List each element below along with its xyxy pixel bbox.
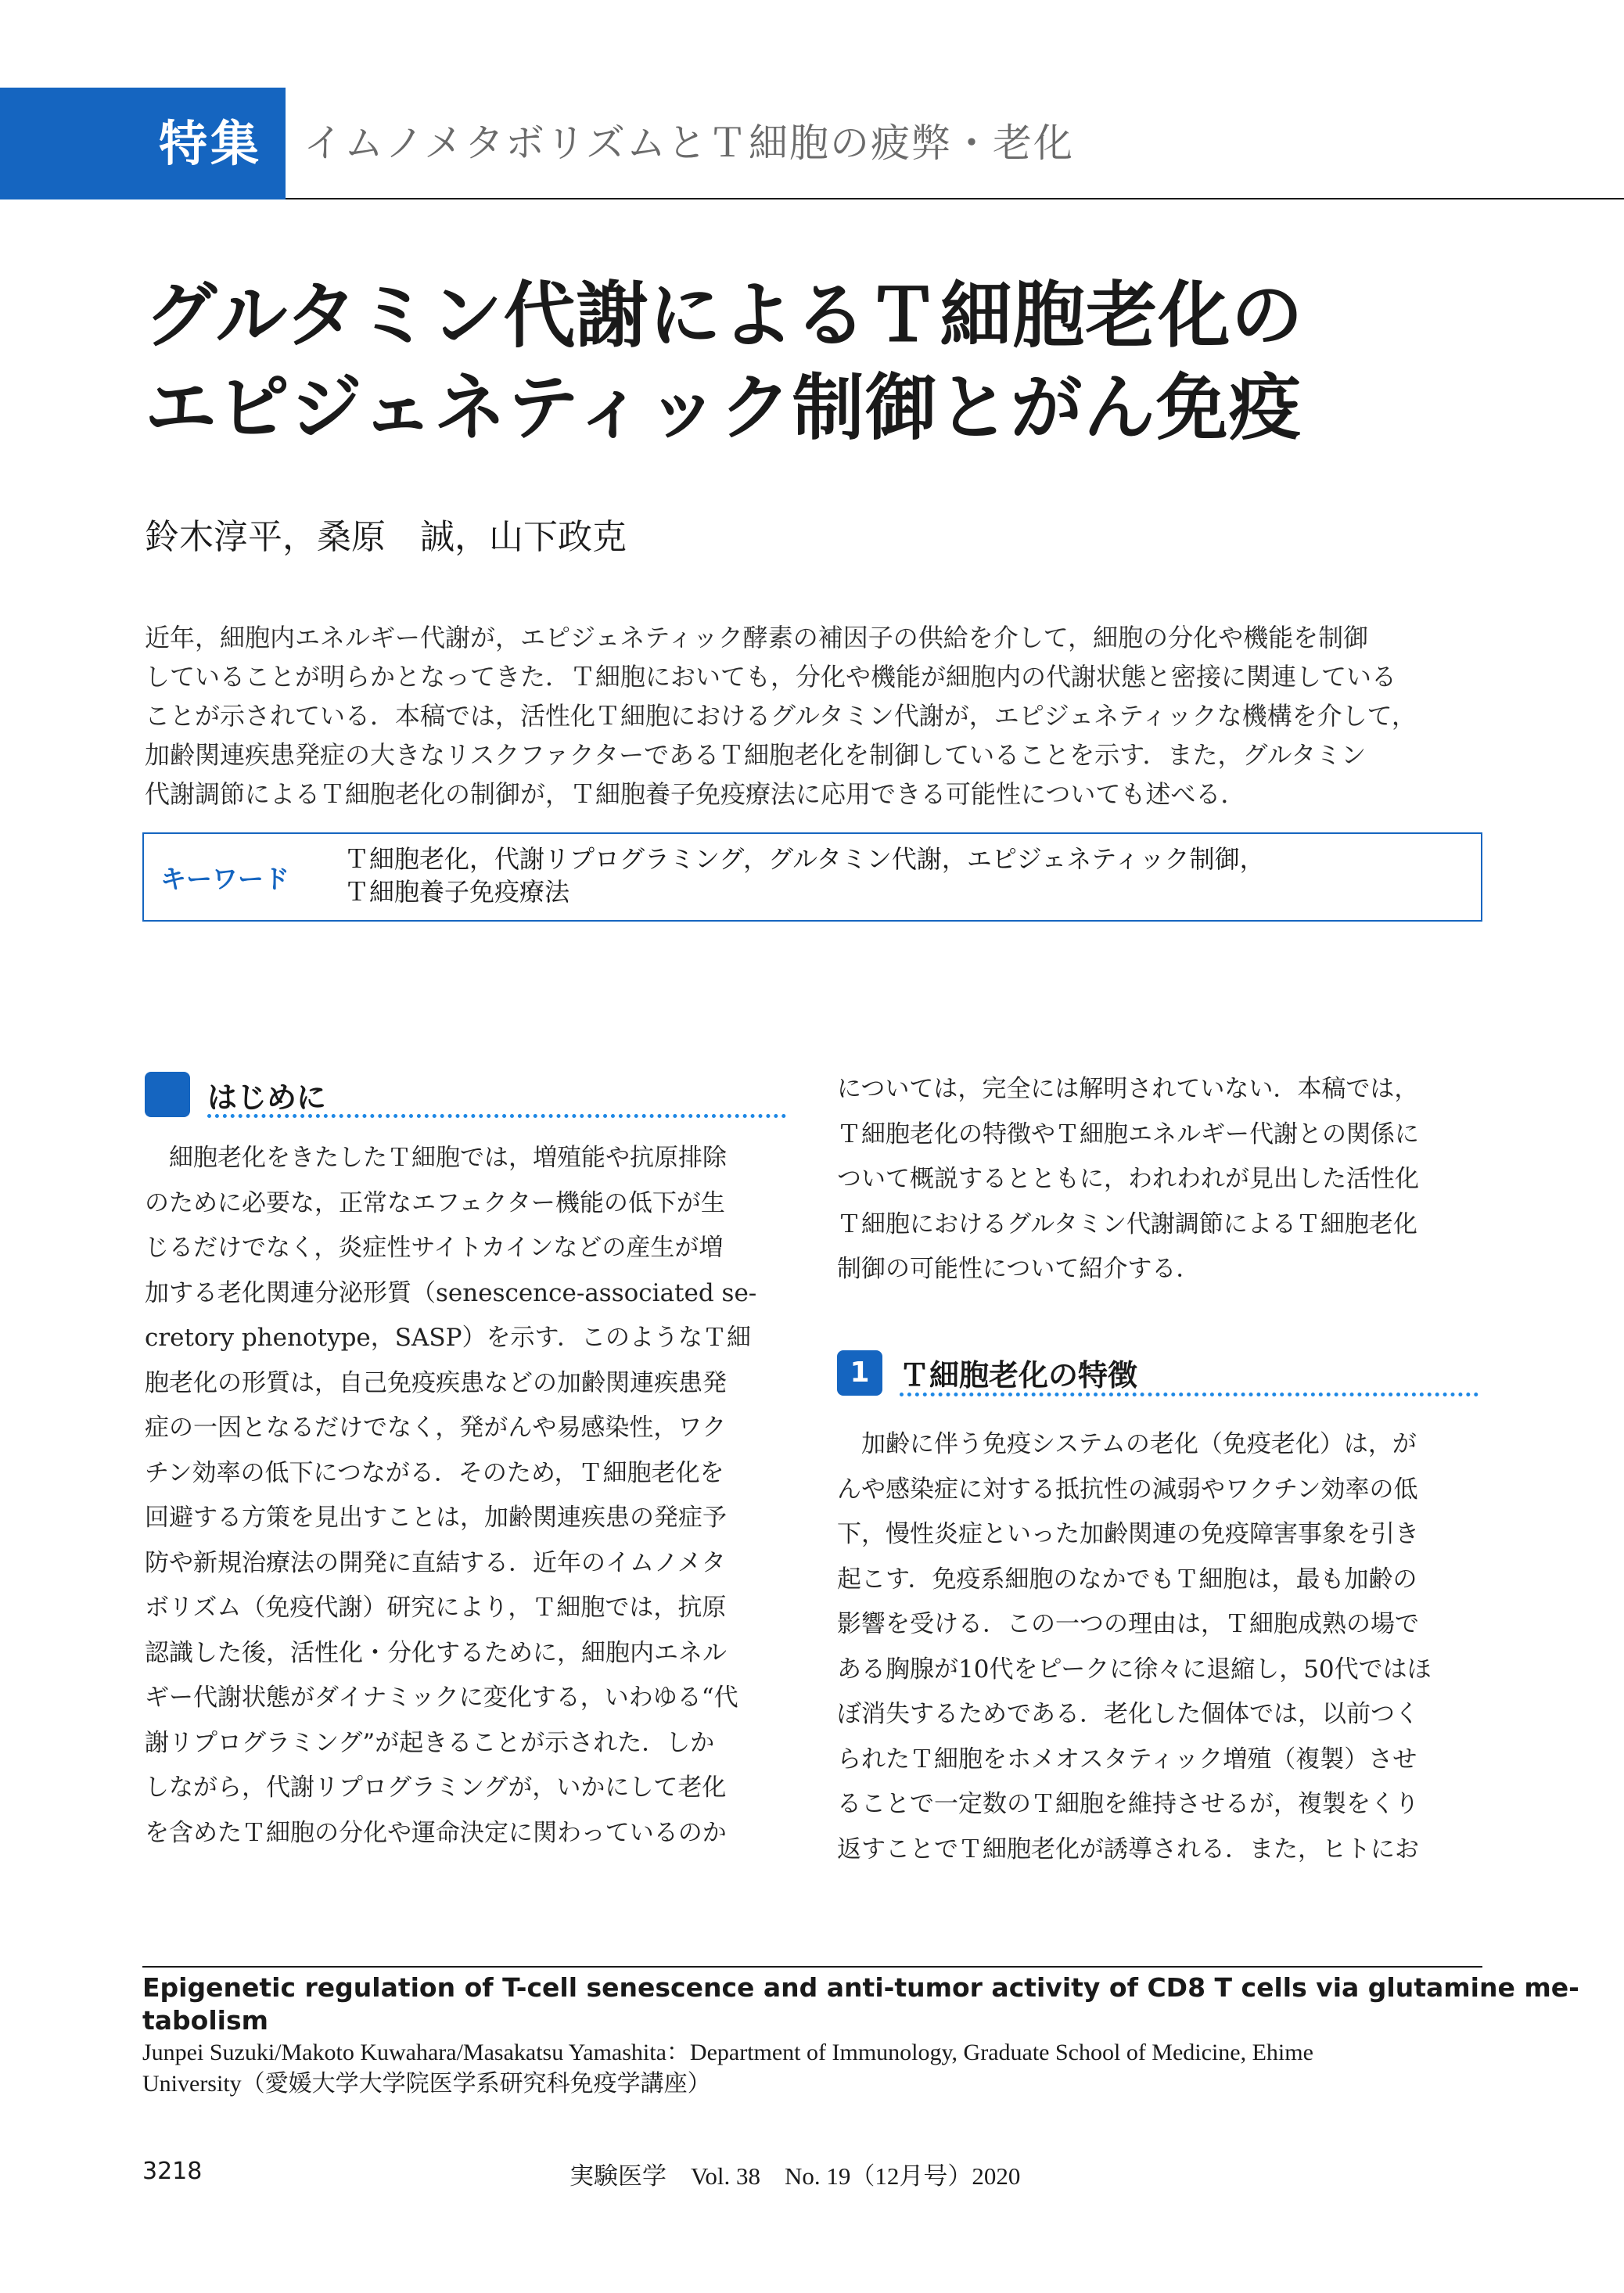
- abstract-line: 近年，細胞内エネルギー代謝が，エピジェネティック酵素の補因子の供給を介して，細胞の分化や機能を制御: [145, 623, 1369, 652]
- text-line: ある胸腺が10代をピークに徐々に退縮し，50代ではほ: [837, 1655, 1432, 1684]
- text-line: 認識した後，活性化・分化するために，細胞内エネル: [145, 1638, 727, 1667]
- text-line: じるだけでなく，炎症性サイトカインなどの産生が増: [145, 1234, 724, 1262]
- article-title: [145, 270, 1498, 455]
- right-column-top-text: [837, 1067, 1486, 1292]
- keyword-line: Ｔ細胞養子免疫療法: [344, 877, 570, 907]
- left-column-text: [145, 1136, 794, 1856]
- text-line: 防や新規治療法の開発に直結する．近年のイムノメタ: [145, 1548, 726, 1577]
- affiliation-line: University（愛媛大学大学院医学系研究科免疫学講座）: [142, 2071, 711, 2097]
- journal-citation: 実験医学 Vol. 38 No. 19（12月号）2020: [569, 2162, 1021, 2190]
- page-number: 3218: [142, 2158, 203, 2185]
- text-line: ギー代謝状態がダイナミックに変化する，いわゆる“代: [145, 1684, 738, 1712]
- text-line: 回避する方策を見出すことは，加齢関連疾患の発症予: [145, 1504, 727, 1532]
- text-line: 返すことでＴ細胞老化が誘導される．また，ヒトにお: [837, 1835, 1419, 1864]
- english-title-line: Epigenetic regulation of T-cell senescence and anti-tumor activity of CD8 T cells via glutamine me-: [142, 1972, 1579, 2003]
- footer-divider: [142, 1966, 1482, 1968]
- text-line: cretory phenotype，SASP）を示す．このようなＴ細: [145, 1324, 752, 1352]
- text-line: んや感染症に対する抵抗性の減弱やワクチン効率の低: [837, 1475, 1418, 1504]
- text-line: のために必要な，正常なエフェクター機能の低下が生: [145, 1188, 725, 1217]
- right-column-section1-text: [837, 1422, 1486, 1872]
- section-dotted-rule: [900, 1393, 1478, 1396]
- text-line: ボリズム（免疫代謝）研究により，Ｔ細胞では，抗原: [145, 1594, 727, 1622]
- text-line: については，完全には解明されていない．本稿では，: [837, 1075, 1419, 1103]
- section-title-1: Ｔ細胞老化の特徴: [900, 1358, 1138, 1393]
- abstract-line: ことが示されている．本稿では，活性化Ｔ細胞におけるグルタミン代謝が，エピジェネティックな機構を介して，: [145, 701, 1417, 731]
- keyword-list: [344, 843, 1265, 908]
- text-line: 加する老化関連分泌形質（senescence-associated se-: [145, 1278, 757, 1307]
- abstract-line: 加齢関連疾患発症の大きなリスクファクターであるＴ細胞老化を制御していることを示す．また，グルタミン: [145, 740, 1367, 770]
- text-line: 加齢に伴う免疫システムの老化（免疫老化）は，が: [837, 1430, 1417, 1458]
- text-line: 細胞老化をきたしたＴ細胞では，増殖能や抗原排除: [145, 1144, 727, 1172]
- section-square-icon: [145, 1072, 190, 1117]
- text-line: チン効率の低下につながる．そのため，Ｔ細胞老化を: [145, 1458, 724, 1487]
- text-line: られたＴ細胞をホメオスタティック増殖（複製）させ: [837, 1745, 1417, 1774]
- section-title-intro: はじめに: [207, 1080, 327, 1115]
- author-affiliation: [142, 2037, 1482, 2100]
- text-line: 制御の可能性について紹介する．: [837, 1255, 1201, 1283]
- authors: 鈴木淳平，桑原 誠，山下政克: [145, 517, 627, 557]
- english-title-line: tabolism: [142, 2005, 268, 2036]
- keyword-label: キーワード: [160, 864, 289, 894]
- title-line: グルタミン代謝によるＴ細胞老化の: [145, 274, 1304, 358]
- section-dotted-rule: [207, 1114, 786, 1118]
- text-line: しながら，代謝リプログラミングが，いかにして老化: [145, 1774, 727, 1802]
- text-line: 謝リプログラミング”が起きることが示された．しか: [145, 1728, 715, 1757]
- affiliation-line: Junpei Suzuki/Makoto Kuwahara/Masakatsu Yamashita：Department of Immunology, Graduate School of Medicine, Ehime: [142, 2040, 1313, 2065]
- keyword-line: Ｔ細胞老化，代謝リプログラミング，グルタミン代謝，エピジェネティック制御，: [344, 844, 1265, 874]
- section-number-badge: 1: [837, 1350, 882, 1396]
- text-line: 影響を受ける．この一つの理由は，Ｔ細胞成熟の場で: [837, 1610, 1419, 1638]
- text-line: 胞老化の形質は，自己免疫疾患などの加齢関連疾患発: [145, 1368, 727, 1397]
- abstract: [145, 618, 1482, 814]
- english-title: [142, 1971, 1579, 2037]
- text-line: ぼ消失するためである．老化した個体では，以前つく: [837, 1700, 1419, 1728]
- abstract-line: していることが明らかとなってきた．Ｔ細胞においても，分化や機能が細胞内の代謝状態と密接に関連している: [145, 662, 1397, 692]
- title-line: エピジェネティック制御とがん免疫: [145, 366, 1302, 450]
- abstract-line: 代謝調節によるＴ細胞老化の制御が，Ｔ細胞養子免疫療法に応用できる可能性についても述べる．: [145, 779, 1246, 809]
- text-line: Ｔ細胞におけるグルタミン代謝調節によるＴ細胞老化: [837, 1209, 1417, 1238]
- text-line: Ｔ細胞老化の特徴やＴ細胞エネルギー代謝との関係に: [837, 1120, 1419, 1148]
- series-title: イムノメタボリズムとＴ細胞の疲弊・老化: [304, 120, 1074, 166]
- text-line: ついて概説するとともに，われわれが見出した活性化: [837, 1165, 1419, 1193]
- text-line: 下，慢性炎症といった加齢関連の免疫障害事象を引き: [837, 1520, 1419, 1548]
- text-line: を含めたＴ細胞の分化や運命決定に関わっているのか: [145, 1818, 727, 1847]
- feature-tag: 特集: [0, 88, 286, 199]
- header-divider: [286, 198, 1624, 199]
- text-line: ることで一定数のＴ細胞を維持させるが，複製をくり: [837, 1790, 1419, 1818]
- text-line: 起こす．免疫系細胞のなかでもＴ細胞は，最も加齢の: [837, 1565, 1417, 1594]
- text-line: 症の一因となるだけでなく，発がんや易感染性，ワク: [145, 1414, 727, 1442]
